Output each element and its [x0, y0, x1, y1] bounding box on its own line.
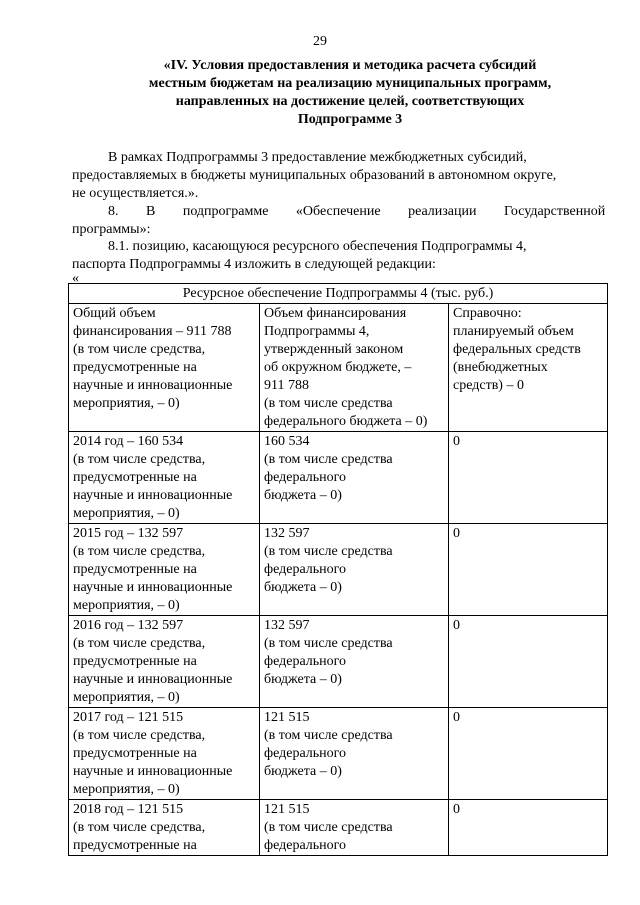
financing-cell — [260, 524, 449, 616]
cell-line: федерального — [264, 654, 347, 669]
cell-line: 0 — [453, 710, 460, 725]
cell-line: (в том числе средства, — [73, 728, 206, 743]
cell-line: предусмотренные на — [73, 470, 197, 485]
heading-line: направленных на достижение целей, соответствующих — [175, 94, 525, 109]
paragraph-subprogram3-note — [72, 149, 608, 203]
heading-line: «IV. Условия предоставления и методика расчета субсидий — [163, 58, 537, 73]
cell-line: научные и инновационные — [73, 580, 233, 595]
reference-cell — [449, 800, 608, 856]
cell-line: федерального — [264, 562, 347, 577]
cell-line: 911 788 — [264, 378, 309, 393]
cell-line: (в том числе средства — [264, 728, 393, 743]
resource-table — [68, 283, 608, 856]
cell-line: 121 515 — [264, 710, 310, 725]
cell-line: федерального — [264, 746, 347, 761]
cell-line: 0 — [453, 434, 460, 449]
financing-cell — [260, 616, 449, 708]
cell-line: утвержденный законом — [264, 342, 404, 357]
cell-line: 2017 год – 121 515 — [73, 710, 184, 725]
cell-line: (в том числе средства — [264, 396, 393, 411]
cell-line: (в том числе средства, — [73, 544, 206, 559]
cell-line: 2014 год – 160 534 — [73, 434, 184, 449]
header-cell-volume — [260, 304, 449, 432]
cell-line: 2018 год – 121 515 — [73, 802, 184, 817]
cell-line: федерального бюджета – 0) — [264, 414, 428, 429]
paragraph-item-8-1 — [72, 238, 608, 274]
paragraph-line: 8.1. позицию, касающуюся ресурсного обеспечения Подпрограммы 4, — [108, 239, 527, 254]
cell-line: планируемый объем — [453, 324, 574, 339]
cell-line: предусмотренные на — [73, 746, 197, 761]
cell-line: (внебюджетных — [453, 360, 548, 375]
cell-line: мероприятия, – 0) — [73, 506, 180, 521]
cell-line: (в том числе средства — [264, 636, 393, 651]
year-total-cell — [69, 800, 260, 856]
year-total-cell — [69, 432, 260, 524]
cell-line: федерального — [264, 470, 347, 485]
year-total-cell — [69, 616, 260, 708]
financing-cell — [260, 800, 449, 856]
cell-line: 2015 год – 132 597 — [73, 526, 184, 541]
cell-line: 132 597 — [264, 618, 310, 633]
cell-line: (в том числе средства — [264, 544, 393, 559]
cell-line: научные и инновационные — [73, 378, 233, 393]
cell-line: бюджета – 0) — [264, 764, 342, 779]
table-title-row — [69, 284, 608, 304]
page-number: 29 — [313, 34, 327, 49]
table-header-row — [69, 304, 608, 432]
paragraph-line: паспорта Подпрограммы 4 изложить в следующей редакции: — [72, 257, 436, 272]
header-cell-total — [69, 304, 260, 432]
cell-line: федеральных средств — [453, 342, 581, 357]
paragraph-line: предоставляемых в бюджеты муниципальных образований в автономном округе, — [72, 168, 557, 183]
cell-line: предусмотренные на — [73, 360, 197, 375]
cell-line: (в том числе средства, — [73, 636, 206, 651]
cell-line: Объем финансирования — [264, 306, 407, 321]
cell-line: средств) – 0 — [453, 378, 524, 393]
cell-line: бюджета – 0) — [264, 488, 342, 503]
table-row — [69, 524, 608, 616]
paragraph-line: не осуществляется.». — [72, 186, 199, 201]
cell-line: бюджета – 0) — [264, 580, 342, 595]
cell-line: предусмотренные на — [73, 838, 197, 853]
header-cell-reference — [449, 304, 608, 432]
table-row — [69, 800, 608, 856]
reference-cell — [449, 432, 608, 524]
cell-line: научные и инновационные — [73, 488, 233, 503]
section-heading — [100, 57, 600, 129]
cell-line: мероприятия, – 0) — [73, 690, 180, 705]
cell-line: (в том числе средства, — [73, 452, 206, 467]
cell-line: 0 — [453, 802, 460, 817]
cell-line: предусмотренные на — [73, 562, 197, 577]
cell-line: мероприятия, – 0) — [73, 782, 180, 797]
heading-line: местным бюджетам на реализацию муниципальных программ, — [148, 76, 552, 91]
cell-line: научные и инновационные — [73, 672, 233, 687]
cell-line: бюджета – 0) — [264, 672, 342, 687]
reference-cell — [449, 524, 608, 616]
financing-cell — [260, 708, 449, 800]
cell-line: предусмотренные на — [73, 654, 197, 669]
table-title: Ресурсное обеспечение Подпрограммы 4 (тыс. руб.) — [69, 284, 608, 304]
cell-line: 132 597 — [264, 526, 310, 541]
paragraph-line: программы»: — [72, 222, 151, 237]
financing-cell — [260, 432, 449, 524]
table-row — [69, 616, 608, 708]
cell-line: научные и инновационные — [73, 764, 233, 779]
paragraph-item-8 — [72, 203, 608, 239]
reference-cell — [449, 708, 608, 800]
cell-line: 160 534 — [264, 434, 310, 449]
cell-line: Подпрограммы 4, — [264, 324, 370, 339]
cell-line: 2016 год – 132 597 — [73, 618, 184, 633]
cell-line: Общий объем — [73, 306, 156, 321]
cell-line: (в том числе средства — [264, 820, 393, 835]
paragraph-line: 8. В подпрограмме «Обеспечение реализации Государственной — [108, 204, 606, 219]
cell-line: (в том числе средства — [264, 452, 393, 467]
cell-line: мероприятия, – 0) — [73, 396, 180, 411]
cell-line: об окружном бюджете, – — [264, 360, 412, 375]
year-total-cell — [69, 708, 260, 800]
table-row — [69, 432, 608, 524]
cell-line: финансирования – 911 788 — [73, 324, 232, 339]
cell-line: 121 515 — [264, 802, 310, 817]
cell-line: 0 — [453, 526, 460, 541]
table-row — [69, 708, 608, 800]
cell-line: мероприятия, – 0) — [73, 598, 180, 613]
cell-line: Справочно: — [453, 306, 522, 321]
cell-line: 0 — [453, 618, 460, 633]
opening-quote-mark: « — [72, 271, 79, 286]
paragraph-line: В рамках Подпрограммы 3 предоставление межбюджетных субсидий, — [108, 150, 527, 165]
year-total-cell — [69, 524, 260, 616]
reference-cell — [449, 616, 608, 708]
heading-line: Подпрограмме 3 — [297, 112, 403, 127]
cell-line: (в том числе средства, — [73, 820, 206, 835]
cell-line: федерального — [264, 838, 347, 853]
cell-line: (в том числе средства, — [73, 342, 206, 357]
table-body — [69, 432, 608, 856]
